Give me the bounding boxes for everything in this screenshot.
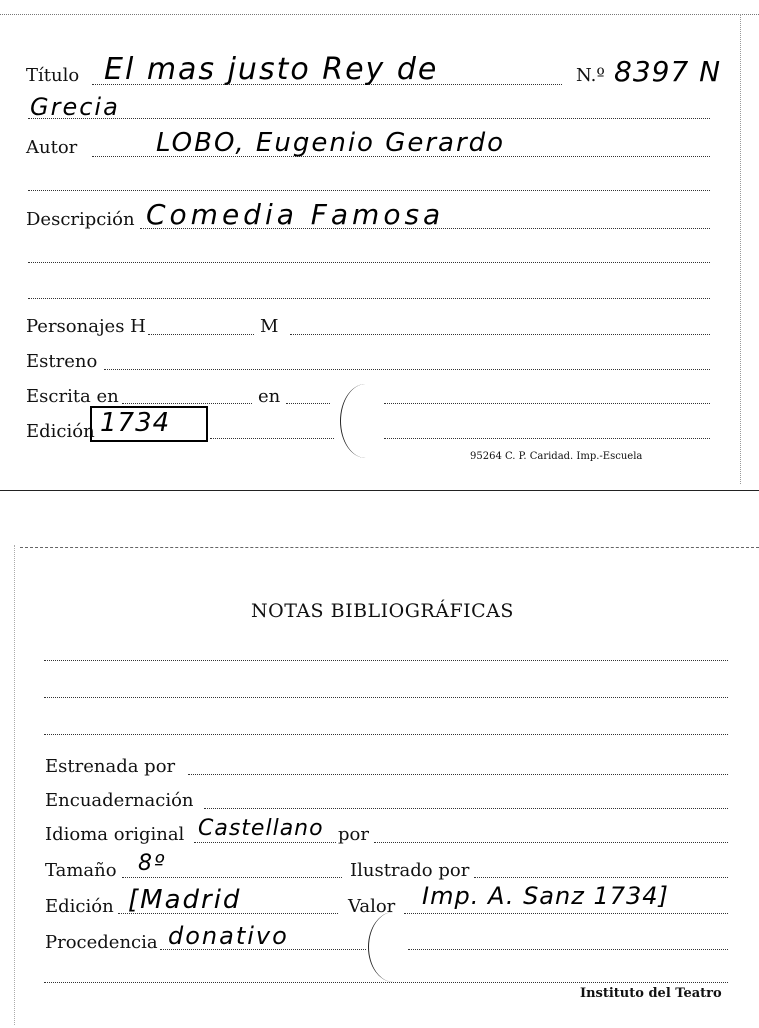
descripcion-line-3 [28,298,710,299]
idioma-por-label: por [338,824,369,845]
procedencia-line-2 [408,949,728,950]
card-back-left-edge [14,545,15,1025]
tamano-line [122,877,342,878]
card-separator [0,490,759,491]
titulo-line-2 [28,118,710,119]
card-top-edge [0,14,759,15]
titulo-label: Título [26,65,80,86]
personajes-m-line [290,334,710,335]
edicion-value: 1734 [100,408,171,438]
card-right-edge [740,14,741,484]
encuadernacion-label: Encuadernación [45,790,194,811]
tamano-value: 8º [138,851,167,876]
autor-label: Autor [26,137,78,158]
procedencia-line-3 [44,982,728,983]
estreno-label: Estreno [26,351,98,372]
printer-imprint: 95264 C. P. Caridad. Imp.-Escuela [470,451,643,462]
titulo-value-2: Grecia [30,93,120,121]
catalog-card-front [0,0,759,495]
notas-line-3 [44,734,728,735]
escrita-en-line-2 [384,403,710,404]
estrenada-line [188,774,728,775]
encuadernacion-line [204,808,728,809]
notas-title: NOTAS BIBLIOGRÁFICAS [251,600,514,622]
escrita-line [122,403,252,404]
autor-line-2 [28,190,710,191]
escrita-en-label: en [258,386,281,407]
notas-line-2 [44,697,728,698]
procedencia-value: donativo [168,922,289,950]
personajes-label: Personajes H [26,316,146,337]
titulo-value: El mas justo Rey de [104,52,439,87]
back-edicion-value: [Madrid [128,885,242,915]
institution-name: Instituto del Teatro [580,986,722,1001]
personajes-m-label: M [260,316,279,337]
ilustrado-label: Ilustrado por [350,860,470,881]
tamano-label: Tamaño [45,860,117,881]
notas-line-1 [44,660,728,661]
edicion-bracket-close [200,406,208,442]
procedencia-label: Procedencia [45,932,158,953]
idioma-value: Castellano [198,816,324,841]
back-edicion-label: Edición [45,896,114,917]
valor-label: Valor [348,896,396,917]
idioma-por-line [374,842,728,843]
descripcion-line-2 [28,262,710,263]
idioma-line [194,842,336,843]
valor-value: Imp. A. Sanz 1734] [422,882,669,910]
ilustrado-line [474,877,728,878]
escrita-label: Escrita en [26,386,119,407]
escrita-en-line [286,403,330,404]
personajes-h-line [148,334,254,335]
edicion-label: Edición [26,421,95,442]
autor-value: LOBO, Eugenio Gerardo [156,128,506,158]
descripcion-value: Comedia Famosa [146,198,445,231]
numero-value: 8397 N [614,55,722,88]
punch-hole-back [368,912,419,982]
valor-line [404,913,728,914]
descripcion-label: Descripción [26,209,135,230]
idioma-label: Idioma original [45,824,185,845]
card-back-top-edge [20,547,759,548]
numero-label: N.º [576,65,605,86]
edicion-line-2 [384,438,710,439]
estreno-line [104,369,710,370]
edicion-line [210,438,334,439]
estrenada-label: Estrenada por [45,756,176,777]
punch-hole-front [340,384,391,458]
